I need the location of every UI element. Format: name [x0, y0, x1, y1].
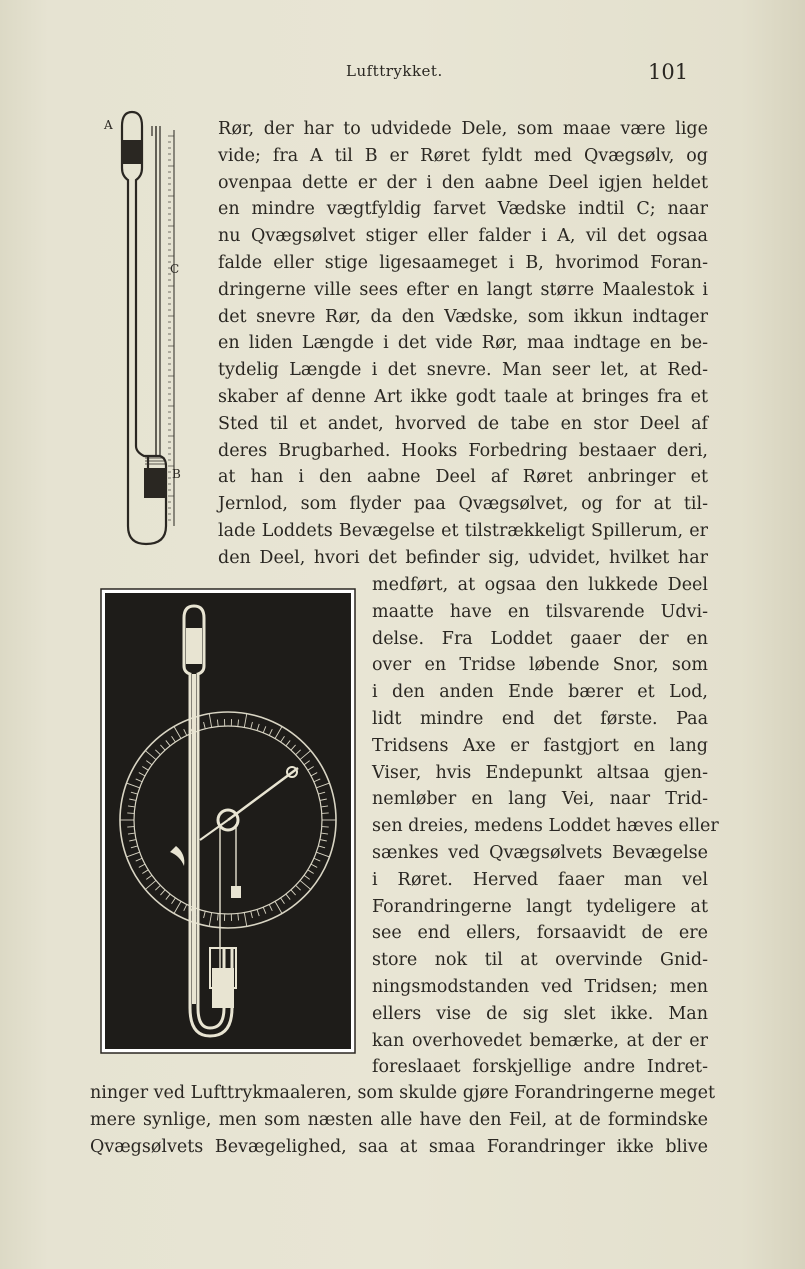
text-line: foreslaaet forskjellige andre Indret-	[372, 1057, 708, 1078]
text-line: dringerne ville sees efter en langt større Maalestok i	[218, 279, 708, 300]
text-line: kan overhovedet bemærke, at der er	[372, 1030, 708, 1051]
text-line: see end ellers, forsaavidt de ere	[372, 923, 708, 944]
text-line: mere synlige, men som næsten alle have den Feil, at de formindske	[90, 1109, 708, 1130]
text-line: ninger ved Lufttrykmaaleren, som skulde gjøre Forandringerne meget	[90, 1083, 716, 1103]
text-line: vide; fra A til B er Røret fyldt med Qvægsølv, og	[218, 145, 708, 166]
text-line: falde eller stige ligesaameget i B, hvorimod Foran-	[218, 253, 708, 273]
text-line: store nok til at overvinde Gnid-	[372, 950, 708, 971]
text-line: ningsmodstanden ved Tridsen; men	[372, 977, 708, 997]
text-line: det snevre Rør, da den Vædske, som ikkun indtager	[218, 306, 708, 327]
text-line: i den anden Ende bærer et Lod,	[372, 682, 708, 703]
text-line: nu Qvægsølvet stiger eller falder i A, vil det ogsaa	[218, 226, 708, 247]
text-line: ellers vise de sig slet ikke. Man	[372, 1003, 708, 1024]
text-line: en liden Længde i det vide Rør, maa indtage en be-	[218, 333, 708, 354]
siphon-barometer-figure	[112, 106, 182, 554]
text-line: Forandringerne langt tydeligere at	[372, 896, 708, 917]
text-line: Jernlod, som flyder paa Qvægsølvet, og for at til-	[218, 494, 708, 515]
text-line: Sted til et andet, hvorved de tabe en stor Deel af	[218, 413, 708, 434]
text-line: Tridsens Axe er fastgjort en lang	[372, 735, 708, 756]
text-line: en mindre vægtfyldig farvet Vædske indtil C; naar	[218, 199, 708, 220]
text-line: sen dreies, medens Loddet hæves eller	[372, 816, 719, 837]
text-line: over en Tridse løbende Snor, som	[372, 655, 708, 676]
page-number: 101	[648, 60, 689, 84]
text-line: Qvægsølvets Bevægelighed, saa at smaa Forandringer ikke blive	[90, 1136, 708, 1157]
figure-label-b: B	[172, 467, 181, 481]
text-line: i Røret. Herved faaer man vel	[372, 869, 708, 890]
figure-label-c: C	[170, 262, 180, 276]
text-line: ovenpaa dette er der i den aabne Deel igjen heldet	[218, 172, 708, 193]
text-line: lade Loddets Bevægelse et tilstrækkeligt Spillerum, er	[218, 521, 708, 541]
text-line: skaber af denne Art ikke godt taale at bringes fra et	[218, 387, 708, 407]
text-line: at han i den aabne Deel af Røret anbringer et	[218, 467, 708, 488]
text-line: nemløber en lang Vei, naar Trid-	[372, 789, 708, 810]
text-line: deres Brugbarhed. Hooks Forbedring bestaaer deri,	[218, 440, 708, 461]
figure-label-a: A	[104, 118, 113, 132]
text-line: lidt mindre end det første. Paa	[372, 709, 708, 729]
text-line: den Deel, hvori det befinder sig, udvidet, hvilket har	[218, 547, 708, 568]
text-line: maatte have en tilsvarende Udvi-	[372, 601, 708, 622]
wheel-barometer-figure	[100, 588, 356, 1054]
text-line: sænkes ved Qvægsølvets Bevægelse	[372, 843, 708, 863]
running-title: Lufttrykket.	[346, 62, 443, 80]
text-line: medført, at ogsaa den lukkede Deel	[372, 575, 708, 595]
text-line: Viser, hvis Endepunkt altsaa gjen-	[372, 762, 708, 783]
text-line: delse. Fra Loddet gaaer der en	[372, 628, 708, 649]
text-line: Rør, der har to udvidede Dele, som maae være lige	[218, 119, 708, 139]
text-line: tydelig Længde i det snevre. Man seer let, at Red-	[218, 360, 708, 381]
